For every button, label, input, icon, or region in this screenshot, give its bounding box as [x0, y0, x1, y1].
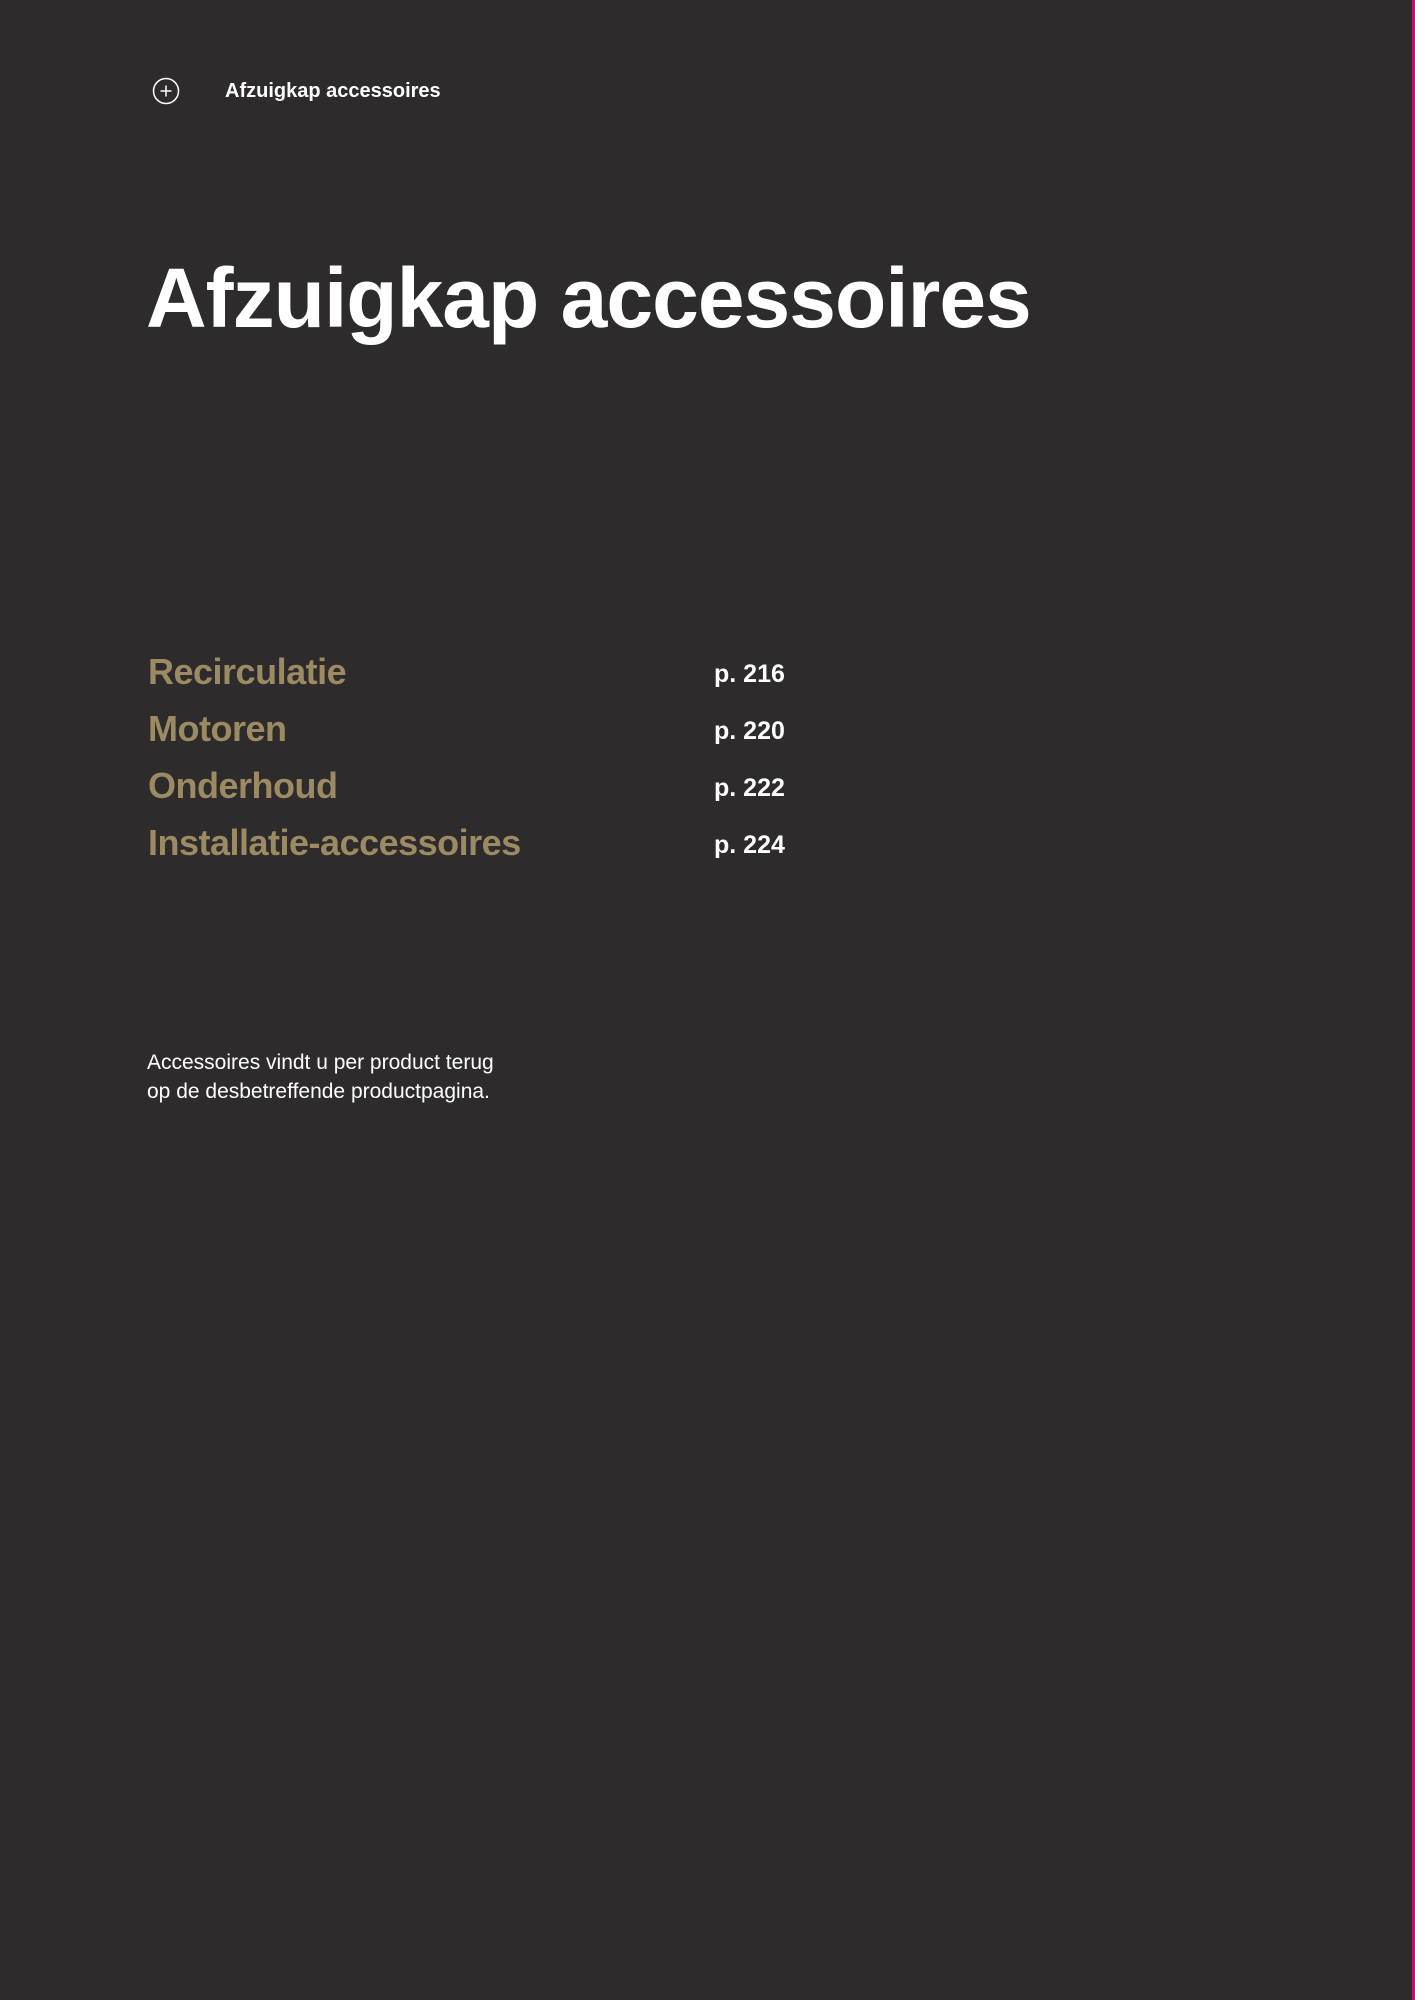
table-of-contents	[148, 643, 848, 871]
accessories-note	[147, 1048, 567, 1106]
toc-item-label: Installatie-accessoires	[148, 821, 521, 863]
plus-circle-icon[interactable]	[152, 77, 180, 105]
toc-item-page: p. 222	[714, 774, 785, 802]
toc-item-installatie-accessoires[interactable]	[148, 814, 848, 871]
toc-item-page: p. 224	[714, 831, 785, 859]
toc-item-label: Motoren	[148, 707, 287, 749]
toc-item-page: p. 216	[714, 660, 785, 688]
toc-item-page: p. 220	[714, 717, 785, 745]
toc-item-recirculatie[interactable]	[148, 643, 848, 700]
page-title: Afzuigkap accessoires	[146, 251, 1031, 345]
toc-item-onderhoud[interactable]	[148, 757, 848, 814]
header-title: Afzuigkap accessoires	[225, 79, 441, 102]
toc-item-label: Recirculatie	[148, 650, 347, 692]
page-header	[152, 75, 441, 107]
note-line-1: Accessoires vindt u per product terug	[147, 1051, 494, 1074]
toc-item-motoren[interactable]	[148, 700, 848, 757]
toc-item-label: Onderhoud	[148, 764, 338, 806]
note-line-2: op de desbetreffende productpagina.	[147, 1080, 490, 1103]
